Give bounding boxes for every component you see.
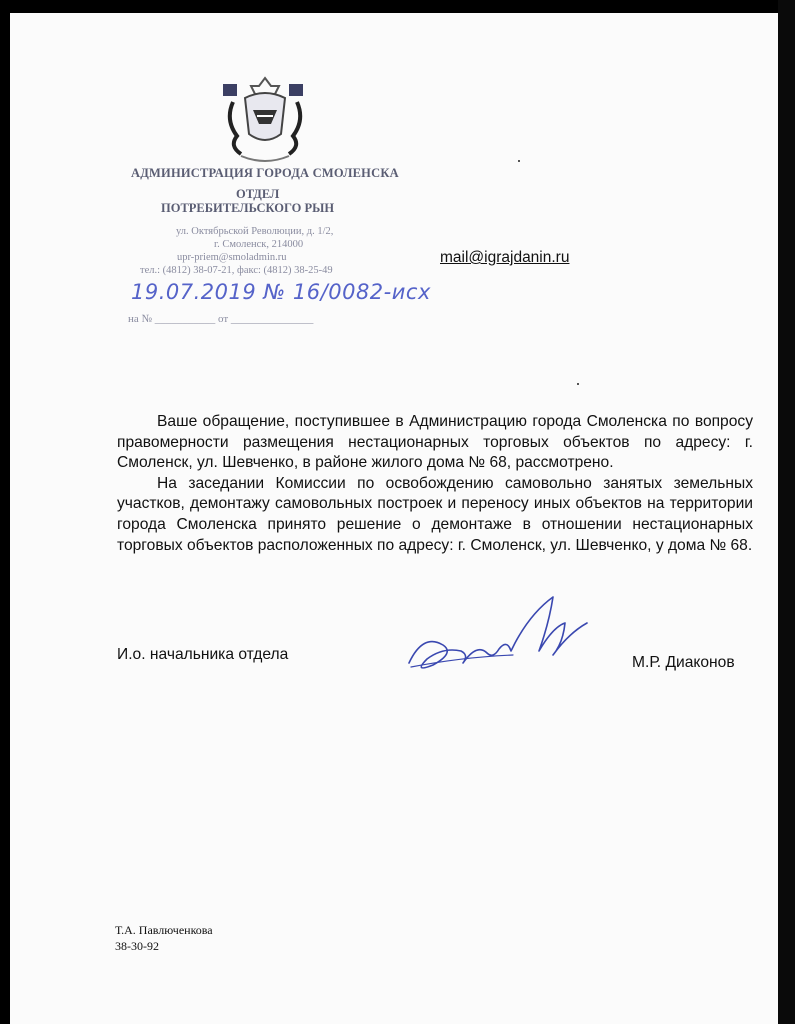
recipient-email: mail@igrajdanin.ru (440, 249, 570, 266)
address-street: ул. Октябрьской Революции, д. 1/2, (176, 226, 334, 237)
signatory-title: И.о. начальника отдела (117, 646, 289, 663)
address-city: г. Смоленск, 214000 (214, 239, 304, 250)
executor-phone: 38-30-92 (115, 939, 159, 953)
reference-line: на № ___________ от _______________ (128, 313, 314, 325)
organization-name: АДМИНИСТРАЦИЯ ГОРОДА СМОЛЕНСКА (131, 166, 399, 180)
body-paragraph-1: Ваше обращение, поступившее в Администрацию города Смоленска по вопросу правомерности размещения нестационарных торговых объектов по адресу: г. Смоленск, ул. Шевченко, в районе жилого дома № 68, рассмотрено. (117, 413, 753, 472)
body-paragraph-2: На заседании Комиссии по освобождению самовольно занятых земельных участков, демонтажу самовольных построек и переносу иных объектов на территории города Смоленска принято решение о демонтаже в отношении нестационарных торговых объектов расположенных по адресу: г. Смоленск, ул. Шевченко, у дома № 68. (117, 474, 753, 554)
scan-edge (778, 0, 795, 1024)
phone-fax: тел.: (4812) 38-07-21, факс: (4812) 38-25-49 (140, 265, 333, 276)
department-line-2: ПОТРЕБИТЕЛЬСКОГО РЫН (161, 201, 335, 215)
scan-speck (577, 383, 579, 385)
executor-name: Т.А. Павлюченкова (115, 923, 213, 937)
scan-speck (518, 160, 520, 162)
letterhead-email: upr-priem@smoladmin.ru (177, 252, 287, 263)
city-coat-of-arms-icon (219, 76, 311, 164)
letter-body (117, 412, 753, 556)
signatory-name: М.Р. Диаконов (632, 654, 735, 671)
department-line-1: ОТДЕЛ (236, 187, 280, 201)
handwritten-signature (403, 593, 593, 683)
handwritten-date-number: 19.07.2019 № 16/0082-исх (131, 280, 431, 304)
